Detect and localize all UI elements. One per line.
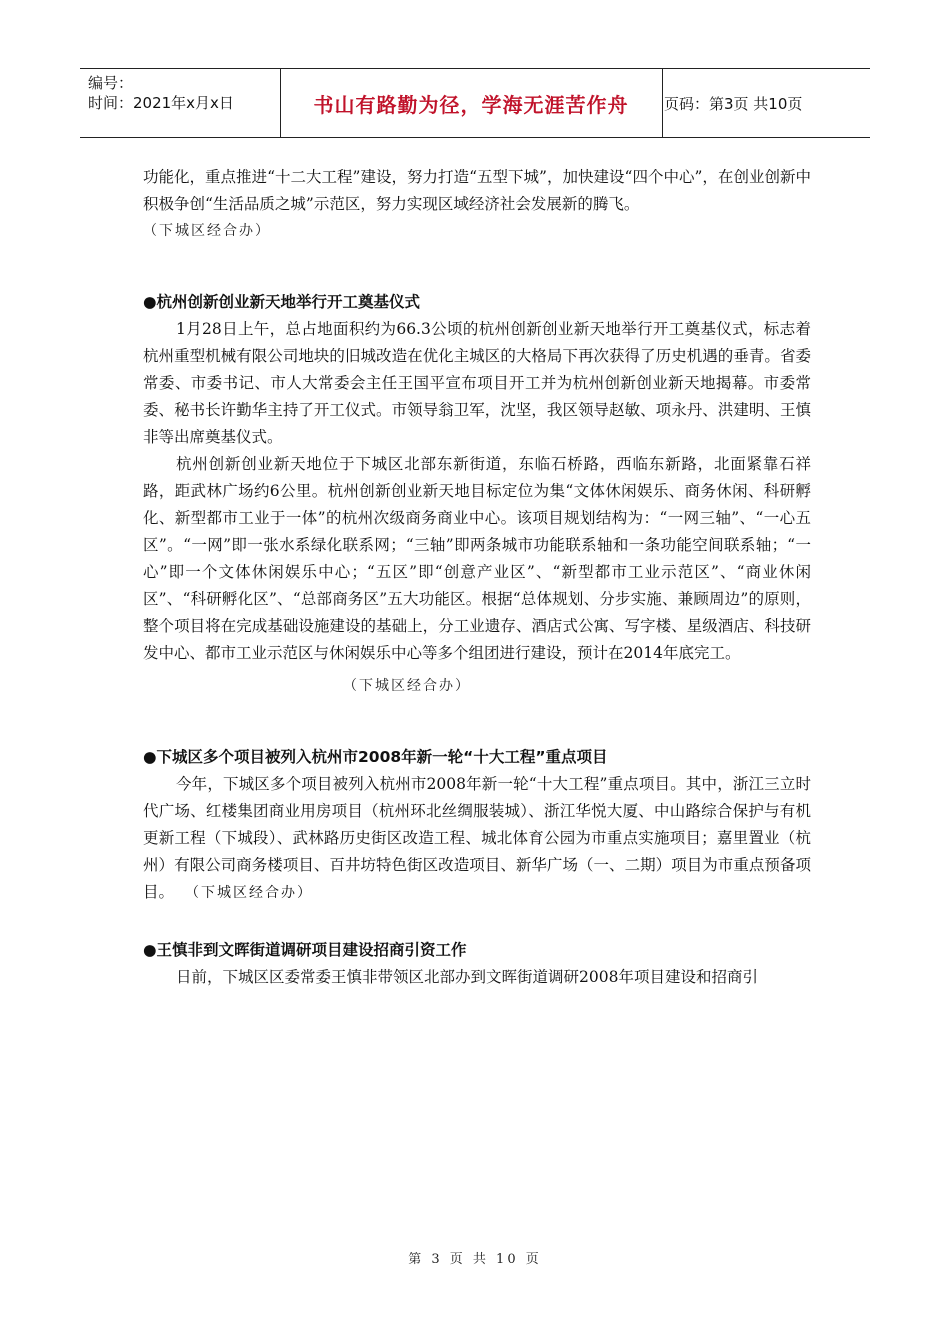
header-page-info: 页码：第3页 共10页 bbox=[664, 94, 803, 113]
article-paragraph: 杭州创新创业新天地位于下城区北部东新街道，东临石桥路，西临东新路，北面紧靠石祥路，距武林广场约6公里。杭州创新创业新天地目标定位为集“文体休闲娱乐、商务休闲、科研孵化、新型都市工业于一体”的杭州次级商务商业中心。该项目规划结构为：“一网三轴”、“一心五区”。“一网”即一张水系绿化联系网；“三轴”即两条城市功能联系轴和一条功能空间联系轴；“一心”即一个文体休闲娱乐中心；“五区”即“创意产业区”、“新型都市工业示范区”、“商业休闲区”、“科研孵化区”、“总部商务区”五大功能区。根据“总体规划、分步实施、兼顾周边”的原则，整个项目将在完成基础设施建设的基础上，分工业遗存、酒店式公寓、写字楼、星级酒店、科技研发中心、都市工业示范区与休闲娱乐中心等多个组团进行建设，预计在2014年底完工。 bbox=[143, 455, 811, 662]
article-paragraph: 1月28日上午，总占地面积约为66.3公顷的杭州创新创业新天地举行开工奠基仪式，标志着杭州重型机械有限公司地块的旧城改造在优化主城区的大格局下再次获得了历史机遇的垂青。省委常委、市委书记、市人大常委会主任王国平宣布项目开工并为杭州创新创业新天地揭幕。市委常委、秘书长许勤华主持了开工仪式。市领导翁卫军，沈坚，我区领导赵敏、项永丹、洪建明、王慎非等出席奠基仪式。 bbox=[143, 320, 811, 446]
article-paragraph bbox=[143, 771, 811, 907]
article-paragraph: 日前，下城区区委常委王慎非带领区北部办到文晖街道调研2008年项目建设和招商引 bbox=[176, 968, 758, 986]
article-title: ●王慎非到文晖街道调研项目建设招商引资工作 bbox=[143, 941, 467, 959]
date-label: 时间：2021年x月x日 bbox=[88, 94, 234, 112]
article-title: ●杭州创新创业新天地举行开工奠基仪式 bbox=[143, 293, 421, 311]
article-groundbreaking bbox=[143, 289, 811, 700]
header-divider bbox=[662, 69, 663, 137]
page-footer: 第 3 页 共 10 页 bbox=[408, 1252, 542, 1267]
header-meta bbox=[88, 73, 278, 113]
article-source: （下城区经合办） bbox=[192, 885, 314, 901]
serial-label: 编号： bbox=[88, 74, 134, 92]
article-investment-survey bbox=[143, 937, 811, 991]
document-body bbox=[143, 164, 811, 991]
header-motto: 书山有路勤为径，学海无涯苦作舟 bbox=[313, 92, 629, 117]
intro-paragraph: 功能化，重点推进“十二大工程”建设，努力打造“五型下城”，加快建设“四个中心”，在创业创新中积极争创“生活品质之城”示范区，努力实现区域经济社会发展新的腾飞。 bbox=[143, 168, 811, 213]
article-title: ●下城区多个项目被列入杭州市2008年新一轮“十大工程”重点项目 bbox=[143, 748, 608, 766]
article-key-projects bbox=[143, 744, 811, 907]
header-divider bbox=[280, 69, 281, 137]
intro-source: （下城区经合办） bbox=[143, 223, 271, 239]
page-header bbox=[80, 68, 870, 138]
article-source: （下城区经合办） bbox=[343, 678, 471, 694]
article-paragraph-text: 今年，下城区多个项目被列入杭州市2008年新一轮“十大工程”重点项目。其中，浙江三立时代广场、红楼集团商业用房项目（杭州环北丝绸服装城）、浙江华悦大厦、中山路综合保护与有机更新工程（下城段）、武林路历史街区改造工程、城北体育公园为市重点实施项目；嘉里置业（杭州）有限公司商务楼项目、百井坊特色街区改造项目、新华广场（一、二期）项目为市重点预备项目。 bbox=[143, 775, 811, 901]
